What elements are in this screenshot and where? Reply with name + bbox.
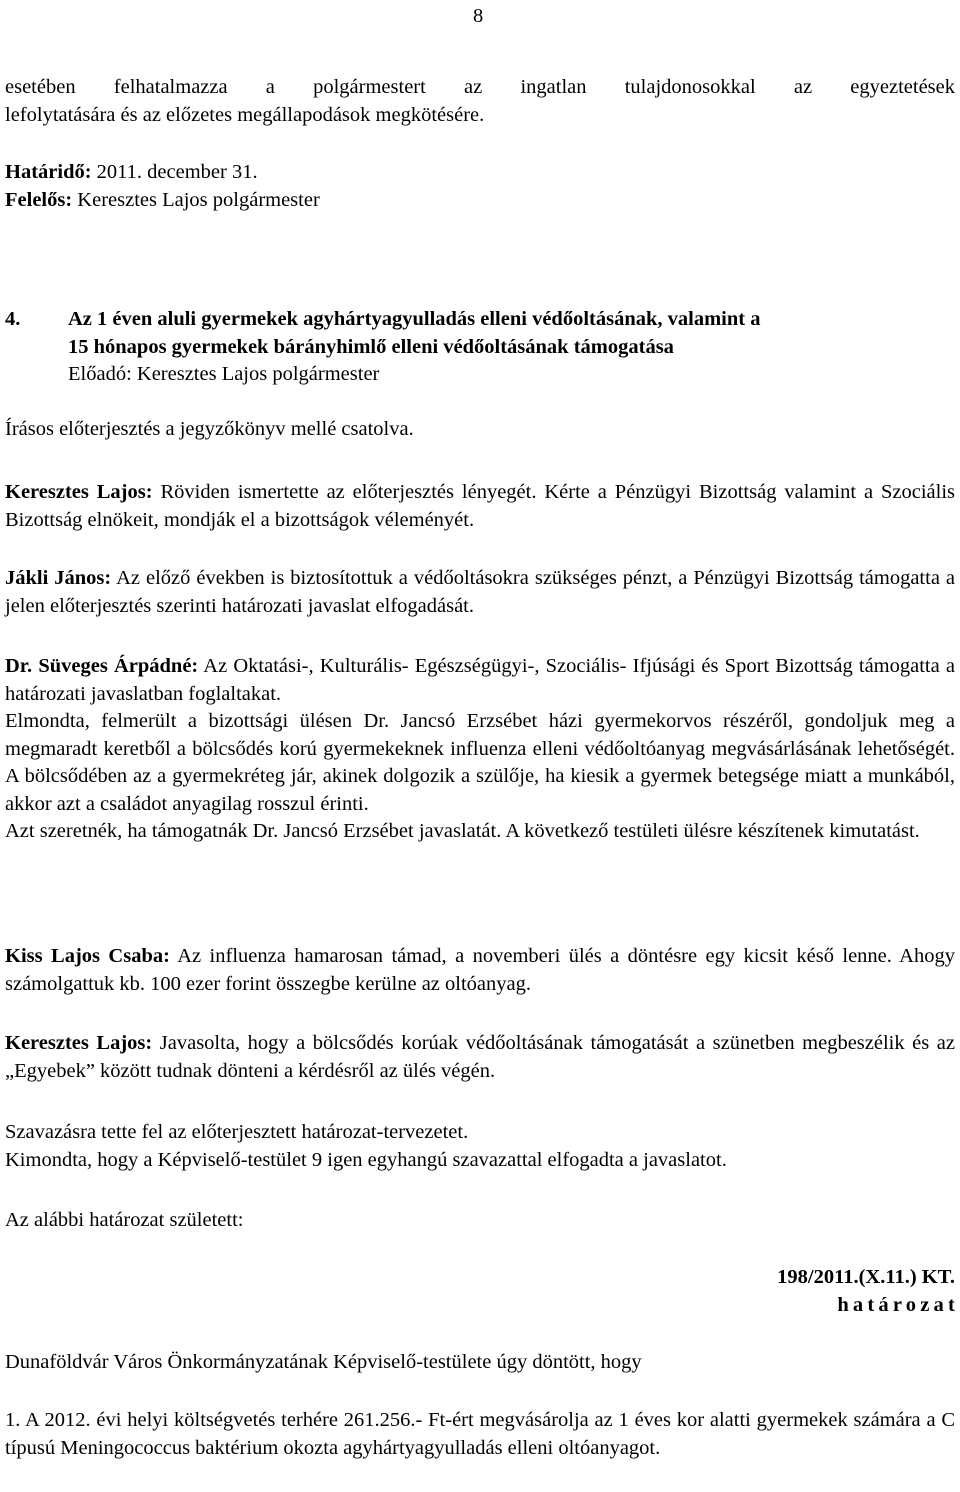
speech-text: Az előző években is biztosítottuk a védőoltásokra szükséges pénzt, a Pénzügyi Bizottság támogatta a jelen előterjesztés szerinti határozati javaslat elfogadását. xyxy=(5,567,955,617)
item-number: 4. xyxy=(5,308,21,330)
intro-line-1: esetében felhatalmazza a polgármestert az ingatlan tulajdonosokkal az egyeztetések xyxy=(5,76,955,98)
speech-text: Az influenza hamarosan támad, a novemberi ülés a döntésre egy kicsit késő lenne. Ahogy számolgattuk kb. 100 ezer forint összegbe kerülne az oltóanyag. xyxy=(5,945,955,995)
speaker-name: Keresztes Lajos: xyxy=(5,1032,153,1054)
responsible-value: Keresztes Lajos polgármester xyxy=(72,188,320,211)
resolution-body-intro xyxy=(5,1349,955,1377)
responsible xyxy=(5,187,955,215)
speech-text: Röviden ismertette az előterjesztés lényegét. Kérte a Pénzügyi Bizottság valamint a Szociális Bizottság elnökeit, mondják el a bizottságok véleményét. xyxy=(5,481,955,531)
resolution-point-1-text: 1. A 2012. évi helyi költségvetés terhére 261.256.- Ft-ért megvásárolja az 1 éves kor alatti gyermekek számára a C típusú Meningococcus baktérium okozta agyhártyagyulladás elleni oltóanyagot. xyxy=(5,1409,955,1459)
item-presenter: Előadó: Keresztes Lajos polgármester xyxy=(68,363,380,385)
vote-line-1: Szavazásra tette fel az előterjesztett határozat-tervezetet. xyxy=(5,1121,469,1143)
speech-text: Az Oktatási-, Kulturális- Egészségügyi-, Szociális- Ifjúsági és Sport Bizottság támogatta a határozati javaslatban foglaltakat. xyxy=(5,655,955,705)
speech-extra-2: Azt szeretnék, ha támogatnák Dr. Jancsó Erzsébet javaslatát. A következő testületi ülésre készítenek kimutatást. xyxy=(5,820,920,842)
item-title-line-1 xyxy=(5,306,955,334)
speech-extra-1: Elmondta, felmerült a bizottsági ülésen Dr. Jancsó Erzsébet házi gyermekorvos részéről, gondoljuk meg a megmaradt keretből a bölcsődés korú gyermekeknek influenza elleni védőoltóanyag megvásárlásának lehetőségét. A bölcsődében az a gyermekréteg jár, akinek dolgozik a szülője, ha kiesik a gyermek betegsége miatt a munkából, akkor azt a családot anyagilag rosszul érinti. xyxy=(5,710,955,815)
speech-1 xyxy=(5,479,955,534)
intro-line-2: lefolytatására és az előzetes megállapodások megkötésére. xyxy=(5,103,485,126)
resolution-number: 198/2011.(X.11.) KT. xyxy=(777,1266,955,1288)
vote-block xyxy=(5,1119,955,1174)
page-number: 8 xyxy=(473,5,484,27)
item-title-1: Az 1 éven aluli gyermekek agyhártyagyulladás elleni védőoltásának, valamint a xyxy=(68,308,761,330)
resolution-intro-text: Az alábbi határozat született: xyxy=(5,1209,244,1231)
agenda-item-4 xyxy=(5,306,955,443)
speaker-name: Jákli János: xyxy=(5,567,112,589)
resolution-heading: határozat xyxy=(837,1294,959,1316)
item-title-2: 15 hónapos gyermekek bárányhimlő elleni védőoltásának támogatása xyxy=(68,335,674,358)
vote-line-2: Kimondta, hogy a Képviselő-testület 9 igen egyhangú szavazattal elfogadta a javaslatot. xyxy=(5,1148,727,1171)
speaker-name: Dr. Süveges Árpádné: xyxy=(5,655,199,677)
resolution-body-intro-text: Dunaföldvár Város Önkormányzatának Képviselő-testülete úgy döntött, hogy xyxy=(5,1351,642,1373)
speech-5 xyxy=(5,1030,955,1085)
deadline xyxy=(5,159,955,187)
speech-text: Javasolta, hogy a bölcsődés korúak védőoltásának támogatását a szünetben megbeszélik és az „Egyebek” között tudnak dönteni a kérdésről az ülés végén. xyxy=(5,1032,955,1082)
responsible-label: Felelős: xyxy=(5,188,73,211)
deadline-value: 2011. december 31. xyxy=(91,161,258,183)
speech-2 xyxy=(5,565,955,620)
speech-4 xyxy=(5,943,955,998)
intro-paragraph xyxy=(5,74,955,129)
speaker-name: Keresztes Lajos: xyxy=(5,481,153,503)
deadline-label: Határidő: xyxy=(5,161,92,183)
item-written: Írásos előterjesztés a jegyzőkönyv mellé csatolva. xyxy=(5,417,414,440)
deadline-block xyxy=(5,159,955,214)
speech-3 xyxy=(5,653,955,846)
resolution-point-1 xyxy=(5,1407,955,1462)
resolution-intro xyxy=(5,1207,955,1235)
speaker-name: Kiss Lajos Csaba: xyxy=(5,945,170,967)
